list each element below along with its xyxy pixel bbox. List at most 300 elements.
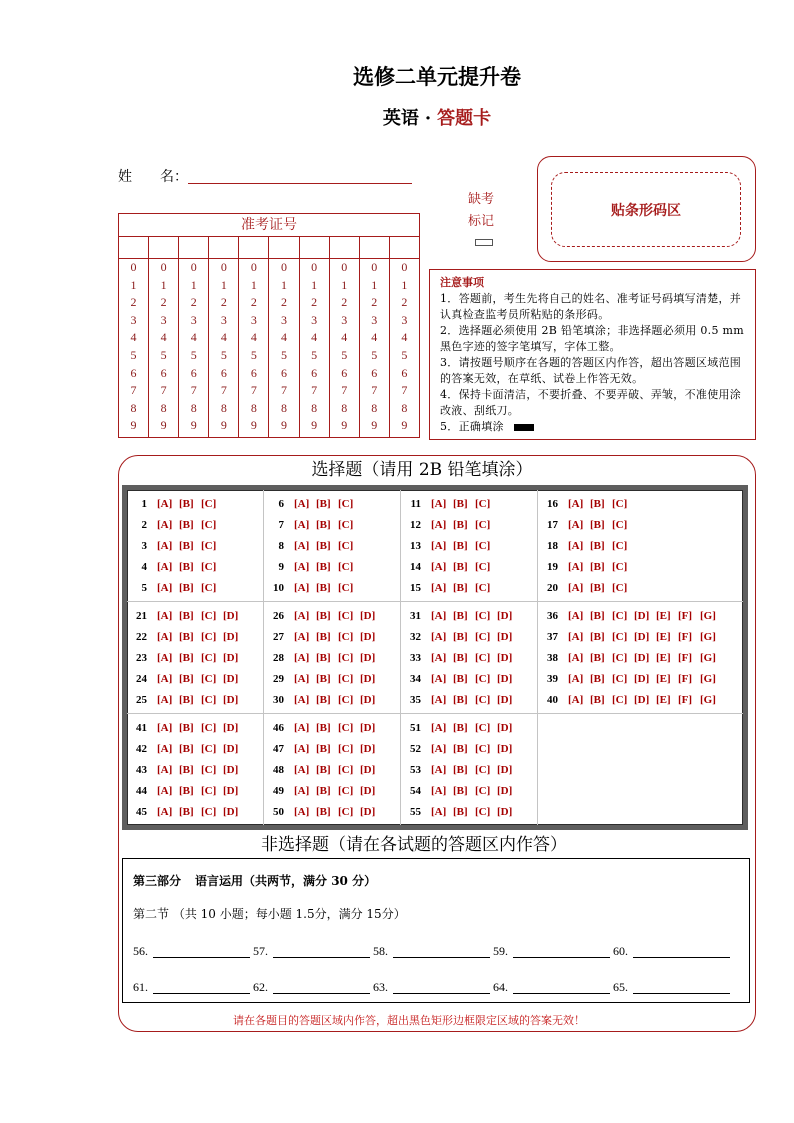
option-bubble[interactable]: [B] xyxy=(590,694,605,706)
option-bubble[interactable]: [E] xyxy=(656,694,671,706)
option-bubble[interactable]: [B] xyxy=(453,610,468,622)
option-bubble[interactable]: [C] xyxy=(612,610,628,622)
exam-id-digit-bubble[interactable]: 4 xyxy=(371,330,378,345)
option-bubble[interactable]: [D] xyxy=(223,722,239,734)
option-bubble[interactable]: [A] xyxy=(431,722,447,734)
option-bubble[interactable]: [C] xyxy=(201,743,217,755)
option-bubble[interactable]: [B] xyxy=(179,561,194,573)
exam-id-digit-bubble[interactable]: 9 xyxy=(371,418,378,433)
exam-id-digit-bubble[interactable]: 1 xyxy=(220,277,227,292)
answer-blank-input[interactable] xyxy=(153,943,250,958)
option-bubble[interactable]: [D] xyxy=(360,722,376,734)
exam-id-digit-bubble[interactable]: 0 xyxy=(220,260,227,274)
answer-blank-input[interactable] xyxy=(633,943,730,958)
option-bubble[interactable]: [B] xyxy=(590,582,605,594)
exam-id-digit-bubble[interactable]: 3 xyxy=(130,312,137,327)
option-bubble[interactable]: [B] xyxy=(179,694,194,706)
exam-id-entry-cell[interactable] xyxy=(209,237,239,258)
option-bubble[interactable]: [A] xyxy=(568,652,584,664)
exam-id-digit-bubble[interactable]: 1 xyxy=(311,277,318,292)
answer-blank-input[interactable] xyxy=(393,979,490,994)
option-bubble[interactable]: [B] xyxy=(179,785,194,797)
option-bubble[interactable]: [A] xyxy=(157,610,173,622)
option-bubble[interactable]: [D] xyxy=(497,694,513,706)
absent-mark-box[interactable] xyxy=(475,239,493,246)
option-bubble[interactable]: [A] xyxy=(568,694,584,706)
exam-id-digit-bubble[interactable]: 9 xyxy=(401,418,408,433)
exam-id-digit-bubble[interactable]: 1 xyxy=(341,277,348,292)
exam-id-entry-cell[interactable] xyxy=(149,237,179,258)
option-bubble[interactable]: [B] xyxy=(453,722,468,734)
exam-id-digit-bubble[interactable]: 0 xyxy=(311,260,318,274)
exam-id-entry-cell[interactable] xyxy=(119,237,149,258)
option-bubble[interactable]: [D] xyxy=(360,694,376,706)
option-bubble[interactable]: [C] xyxy=(475,519,491,531)
option-bubble[interactable]: [A] xyxy=(294,540,310,552)
option-bubble[interactable]: [B] xyxy=(453,806,468,818)
exam-id-digit-bubble[interactable]: 2 xyxy=(220,295,227,310)
exam-id-digit-bubble[interactable]: 8 xyxy=(160,400,167,415)
option-bubble[interactable]: [B] xyxy=(316,631,331,643)
option-bubble[interactable]: [A] xyxy=(157,743,173,755)
option-bubble[interactable]: [C] xyxy=(338,694,354,706)
exam-id-digit-bubble[interactable]: 5 xyxy=(160,347,167,362)
option-bubble[interactable]: [C] xyxy=(475,582,491,594)
option-bubble[interactable]: [D] xyxy=(634,673,650,685)
option-bubble[interactable]: [C] xyxy=(201,561,217,573)
option-bubble[interactable]: [D] xyxy=(497,673,513,685)
exam-id-digit-bubble[interactable]: 0 xyxy=(250,260,257,274)
exam-id-digit-bubble[interactable]: 7 xyxy=(371,383,378,398)
exam-id-digit-bubble[interactable]: 6 xyxy=(281,365,288,380)
option-bubble[interactable]: [B] xyxy=(316,694,331,706)
answer-blank-input[interactable] xyxy=(393,943,490,958)
exam-id-digit-bubble[interactable]: 3 xyxy=(401,312,408,327)
exam-id-digit-bubble[interactable]: 7 xyxy=(160,383,167,398)
answer-blank-input[interactable] xyxy=(153,979,250,994)
exam-id-digit-bubble[interactable]: 2 xyxy=(341,295,348,310)
exam-id-entry-cell[interactable] xyxy=(269,237,299,258)
exam-id-digit-bubble[interactable]: 8 xyxy=(130,400,137,415)
exam-id-digit-bubble[interactable]: 3 xyxy=(341,312,348,327)
option-bubble[interactable]: [C] xyxy=(475,652,491,664)
option-bubble[interactable]: [A] xyxy=(157,764,173,776)
option-bubble[interactable]: [D] xyxy=(223,631,239,643)
exam-id-digit-bubble[interactable]: 8 xyxy=(250,400,257,415)
option-bubble[interactable]: [A] xyxy=(568,582,584,594)
option-bubble[interactable]: [G] xyxy=(700,610,716,622)
exam-id-digit-bubble[interactable]: 7 xyxy=(401,383,408,398)
exam-id-digit-bubble[interactable]: 8 xyxy=(190,400,197,415)
option-bubble[interactable]: [B] xyxy=(316,785,331,797)
option-bubble[interactable]: [C] xyxy=(475,743,491,755)
option-bubble[interactable]: [A] xyxy=(157,631,173,643)
exam-id-digit-bubble[interactable]: 3 xyxy=(371,312,378,327)
option-bubble[interactable]: [A] xyxy=(294,673,310,685)
option-bubble[interactable]: [A] xyxy=(568,540,584,552)
exam-id-entry-cell[interactable] xyxy=(239,237,269,258)
exam-id-digit-bubble[interactable]: 9 xyxy=(341,418,348,433)
option-bubble[interactable]: [D] xyxy=(360,673,376,685)
answer-blank-input[interactable] xyxy=(273,979,370,994)
option-bubble[interactable]: [A] xyxy=(568,561,584,573)
option-bubble[interactable]: [B] xyxy=(590,673,605,685)
option-bubble[interactable]: [B] xyxy=(316,673,331,685)
option-bubble[interactable]: [A] xyxy=(157,722,173,734)
exam-id-digit-bubble[interactable]: 2 xyxy=(130,295,137,310)
option-bubble[interactable]: [B] xyxy=(179,582,194,594)
exam-id-entry-cell[interactable] xyxy=(330,237,360,258)
option-bubble[interactable]: [B] xyxy=(590,652,605,664)
option-bubble[interactable]: [C] xyxy=(475,764,491,776)
exam-id-entry-cell[interactable] xyxy=(179,237,209,258)
option-bubble[interactable]: [A] xyxy=(294,519,310,531)
option-bubble[interactable]: [B] xyxy=(453,673,468,685)
option-bubble[interactable]: [C] xyxy=(201,519,217,531)
option-bubble[interactable]: [D] xyxy=(634,631,650,643)
option-bubble[interactable]: [D] xyxy=(360,743,376,755)
exam-id-digit-bubble[interactable]: 9 xyxy=(190,418,197,433)
option-bubble[interactable]: [C] xyxy=(338,582,354,594)
exam-id-digit-bubble[interactable]: 8 xyxy=(281,400,288,415)
option-bubble[interactable]: [C] xyxy=(475,498,491,510)
option-bubble[interactable]: [C] xyxy=(338,722,354,734)
option-bubble[interactable]: [C] xyxy=(201,806,217,818)
option-bubble[interactable]: [D] xyxy=(223,610,239,622)
exam-id-digit-bubble[interactable]: 8 xyxy=(311,400,318,415)
exam-id-digit-bubble[interactable]: 5 xyxy=(341,347,348,362)
option-bubble[interactable]: [G] xyxy=(700,652,716,664)
option-bubble[interactable]: [C] xyxy=(475,806,491,818)
option-bubble[interactable]: [C] xyxy=(612,561,628,573)
option-bubble[interactable]: [C] xyxy=(201,694,217,706)
option-bubble[interactable]: [C] xyxy=(201,498,217,510)
option-bubble[interactable]: [G] xyxy=(700,694,716,706)
option-bubble[interactable]: [E] xyxy=(656,673,671,685)
option-bubble[interactable]: [D] xyxy=(223,806,239,818)
option-bubble[interactable]: [A] xyxy=(431,764,447,776)
exam-id-digit-bubble[interactable]: 5 xyxy=(281,347,288,362)
exam-id-digit-bubble[interactable]: 7 xyxy=(190,383,197,398)
option-bubble[interactable]: [D] xyxy=(223,785,239,797)
option-bubble[interactable]: [A] xyxy=(157,694,173,706)
option-bubble[interactable]: [D] xyxy=(223,673,239,685)
option-bubble[interactable]: [B] xyxy=(590,519,605,531)
exam-id-digit-bubble[interactable]: 5 xyxy=(220,347,227,362)
option-bubble[interactable]: [A] xyxy=(431,694,447,706)
option-bubble[interactable]: [B] xyxy=(316,722,331,734)
exam-id-digit-bubble[interactable]: 9 xyxy=(250,418,257,433)
option-bubble[interactable]: [C] xyxy=(201,582,217,594)
option-bubble[interactable]: [F] xyxy=(678,610,693,622)
option-bubble[interactable]: [D] xyxy=(634,694,650,706)
exam-id-digit-bubble[interactable]: 6 xyxy=(401,365,408,380)
option-bubble[interactable]: [B] xyxy=(316,806,331,818)
option-bubble[interactable]: [B] xyxy=(590,498,605,510)
option-bubble[interactable]: [C] xyxy=(201,540,217,552)
answer-blank-input[interactable] xyxy=(513,943,610,958)
option-bubble[interactable]: [C] xyxy=(612,652,628,664)
exam-id-digit-bubble[interactable]: 2 xyxy=(401,295,408,310)
option-bubble[interactable]: [D] xyxy=(223,743,239,755)
option-bubble[interactable]: [A] xyxy=(157,673,173,685)
option-bubble[interactable]: [A] xyxy=(431,743,447,755)
option-bubble[interactable]: [B] xyxy=(453,540,468,552)
option-bubble[interactable]: [A] xyxy=(294,743,310,755)
option-bubble[interactable]: [C] xyxy=(338,806,354,818)
option-bubble[interactable]: [B] xyxy=(179,652,194,664)
option-bubble[interactable]: [A] xyxy=(294,561,310,573)
exam-id-digit-bubble[interactable]: 5 xyxy=(371,347,378,362)
option-bubble[interactable]: [B] xyxy=(316,652,331,664)
option-bubble[interactable]: [C] xyxy=(338,540,354,552)
option-bubble[interactable]: [C] xyxy=(201,631,217,643)
option-bubble[interactable]: [D] xyxy=(497,722,513,734)
option-bubble[interactable]: [C] xyxy=(612,582,628,594)
option-bubble[interactable]: [D] xyxy=(497,785,513,797)
option-bubble[interactable]: [F] xyxy=(678,694,693,706)
exam-id-digit-bubble[interactable]: 6 xyxy=(371,365,378,380)
option-bubble[interactable]: [D] xyxy=(497,743,513,755)
exam-id-digit-bubble[interactable]: 6 xyxy=(341,365,348,380)
option-bubble[interactable]: [A] xyxy=(431,673,447,685)
exam-id-digit-bubble[interactable]: 9 xyxy=(160,418,167,433)
option-bubble[interactable]: [D] xyxy=(360,785,376,797)
option-bubble[interactable]: [D] xyxy=(497,652,513,664)
option-bubble[interactable]: [C] xyxy=(338,652,354,664)
exam-id-entry-cell[interactable] xyxy=(360,237,390,258)
exam-id-digit-bubble[interactable]: 7 xyxy=(130,383,137,398)
option-bubble[interactable]: [A] xyxy=(431,561,447,573)
exam-id-digit-bubble[interactable]: 7 xyxy=(281,383,288,398)
answer-blank-input[interactable] xyxy=(513,979,610,994)
exam-id-digit-bubble[interactable]: 6 xyxy=(160,365,167,380)
option-bubble[interactable]: [C] xyxy=(338,561,354,573)
exam-id-digit-bubble[interactable]: 0 xyxy=(371,260,378,274)
option-bubble[interactable]: [B] xyxy=(316,498,331,510)
option-bubble[interactable]: [A] xyxy=(431,785,447,797)
option-bubble[interactable]: [B] xyxy=(179,631,194,643)
exam-id-digit-bubble[interactable]: 4 xyxy=(281,330,288,345)
option-bubble[interactable]: [D] xyxy=(497,610,513,622)
option-bubble[interactable]: [A] xyxy=(157,806,173,818)
option-bubble[interactable]: [C] xyxy=(338,519,354,531)
option-bubble[interactable]: [B] xyxy=(179,610,194,622)
exam-id-digit-bubble[interactable]: 4 xyxy=(190,330,197,345)
option-bubble[interactable]: [A] xyxy=(431,806,447,818)
option-bubble[interactable]: [A] xyxy=(157,652,173,664)
option-bubble[interactable]: [A] xyxy=(568,498,584,510)
option-bubble[interactable]: [A] xyxy=(431,631,447,643)
option-bubble[interactable]: [A] xyxy=(294,610,310,622)
exam-id-digit-bubble[interactable]: 5 xyxy=(250,347,257,362)
option-bubble[interactable]: [A] xyxy=(568,673,584,685)
exam-id-digit-bubble[interactable]: 4 xyxy=(341,330,348,345)
exam-id-digit-bubble[interactable]: 2 xyxy=(160,295,167,310)
exam-id-digit-bubble[interactable]: 5 xyxy=(311,347,318,362)
option-bubble[interactable]: [A] xyxy=(431,540,447,552)
option-bubble[interactable]: [A] xyxy=(157,582,173,594)
exam-id-digit-bubble[interactable]: 4 xyxy=(401,330,408,345)
option-bubble[interactable]: [G] xyxy=(700,673,716,685)
option-bubble[interactable]: [B] xyxy=(453,785,468,797)
option-bubble[interactable]: [B] xyxy=(453,582,468,594)
exam-id-digit-bubble[interactable]: 6 xyxy=(130,365,137,380)
option-bubble[interactable]: [C] xyxy=(338,610,354,622)
exam-id-digit-bubble[interactable]: 9 xyxy=(281,418,288,433)
option-bubble[interactable]: [C] xyxy=(612,673,628,685)
exam-id-digit-bubble[interactable]: 7 xyxy=(220,383,227,398)
option-bubble[interactable]: [D] xyxy=(360,806,376,818)
option-bubble[interactable]: [D] xyxy=(497,631,513,643)
option-bubble[interactable]: [D] xyxy=(223,652,239,664)
exam-id-digit-bubble[interactable]: 7 xyxy=(341,383,348,398)
option-bubble[interactable]: [A] xyxy=(431,519,447,531)
option-bubble[interactable]: [C] xyxy=(338,743,354,755)
option-bubble[interactable]: [D] xyxy=(360,610,376,622)
option-bubble[interactable]: [C] xyxy=(201,610,217,622)
exam-id-digit-bubble[interactable]: 7 xyxy=(311,383,318,398)
option-bubble[interactable]: [B] xyxy=(590,610,605,622)
option-bubble[interactable]: [C] xyxy=(612,519,628,531)
exam-id-digit-bubble[interactable]: 1 xyxy=(281,277,288,292)
exam-id-digit-bubble[interactable]: 4 xyxy=(311,330,318,345)
option-bubble[interactable]: [C] xyxy=(338,764,354,776)
option-bubble[interactable]: [B] xyxy=(179,673,194,685)
exam-id-digit-bubble[interactable]: 2 xyxy=(311,295,318,310)
option-bubble[interactable]: [B] xyxy=(179,806,194,818)
option-bubble[interactable]: [A] xyxy=(294,582,310,594)
exam-id-digit-bubble[interactable]: 3 xyxy=(281,312,288,327)
exam-id-digit-bubble[interactable]: 1 xyxy=(401,277,408,292)
exam-id-entry-cell[interactable] xyxy=(390,237,419,258)
option-bubble[interactable]: [B] xyxy=(453,498,468,510)
option-bubble[interactable]: [D] xyxy=(360,764,376,776)
option-bubble[interactable]: [B] xyxy=(179,722,194,734)
option-bubble[interactable]: [A] xyxy=(568,610,584,622)
option-bubble[interactable]: [A] xyxy=(157,498,173,510)
exam-id-digit-bubble[interactable]: 8 xyxy=(220,400,227,415)
exam-id-digit-bubble[interactable]: 2 xyxy=(371,295,378,310)
option-bubble[interactable]: [B] xyxy=(590,561,605,573)
option-bubble[interactable]: [C] xyxy=(612,694,628,706)
option-bubble[interactable]: [C] xyxy=(475,722,491,734)
option-bubble[interactable]: [B] xyxy=(453,694,468,706)
option-bubble[interactable]: [A] xyxy=(294,498,310,510)
exam-id-digit-bubble[interactable]: 4 xyxy=(160,330,167,345)
option-bubble[interactable]: [B] xyxy=(453,652,468,664)
option-bubble[interactable]: [B] xyxy=(179,519,194,531)
option-bubble[interactable]: [B] xyxy=(179,764,194,776)
exam-id-digit-bubble[interactable]: 1 xyxy=(190,277,197,292)
option-bubble[interactable]: [D] xyxy=(223,694,239,706)
exam-id-digit-bubble[interactable]: 0 xyxy=(160,260,167,274)
option-bubble[interactable]: [C] xyxy=(475,540,491,552)
option-bubble[interactable]: [C] xyxy=(338,785,354,797)
option-bubble[interactable]: [C] xyxy=(612,540,628,552)
exam-id-digit-bubble[interactable]: 5 xyxy=(401,347,408,362)
option-bubble[interactable]: [C] xyxy=(612,631,628,643)
option-bubble[interactable]: [C] xyxy=(201,673,217,685)
exam-id-digit-bubble[interactable]: 9 xyxy=(220,418,227,433)
exam-id-digit-bubble[interactable]: 3 xyxy=(220,312,227,327)
answer-blank-input[interactable] xyxy=(273,943,370,958)
exam-id-digit-bubble[interactable]: 4 xyxy=(250,330,257,345)
option-bubble[interactable]: [D] xyxy=(360,652,376,664)
option-bubble[interactable]: [G] xyxy=(700,631,716,643)
exam-id-digit-bubble[interactable]: 0 xyxy=(401,260,408,274)
option-bubble[interactable]: [B] xyxy=(179,498,194,510)
option-bubble[interactable]: [B] xyxy=(316,561,331,573)
exam-id-digit-bubble[interactable]: 7 xyxy=(250,383,257,398)
option-bubble[interactable]: [D] xyxy=(634,610,650,622)
option-bubble[interactable]: [B] xyxy=(179,540,194,552)
option-bubble[interactable]: [B] xyxy=(316,582,331,594)
option-bubble[interactable]: [A] xyxy=(568,631,584,643)
option-bubble[interactable]: [A] xyxy=(294,806,310,818)
exam-id-digit-bubble[interactable]: 2 xyxy=(281,295,288,310)
option-bubble[interactable]: [D] xyxy=(634,652,650,664)
option-bubble[interactable]: [A] xyxy=(568,519,584,531)
option-bubble[interactable]: [A] xyxy=(294,785,310,797)
exam-id-digit-bubble[interactable]: 3 xyxy=(311,312,318,327)
option-bubble[interactable]: [A] xyxy=(157,519,173,531)
option-bubble[interactable]: [E] xyxy=(656,631,671,643)
exam-id-digit-bubble[interactable]: 3 xyxy=(160,312,167,327)
option-bubble[interactable]: [F] xyxy=(678,673,693,685)
option-bubble[interactable]: [A] xyxy=(431,610,447,622)
option-bubble[interactable]: [C] xyxy=(475,694,491,706)
option-bubble[interactable]: [B] xyxy=(453,764,468,776)
option-bubble[interactable]: [C] xyxy=(475,610,491,622)
exam-id-entry-cell[interactable] xyxy=(300,237,330,258)
option-bubble[interactable]: [B] xyxy=(316,764,331,776)
exam-id-digit-bubble[interactable]: 1 xyxy=(160,277,167,292)
option-bubble[interactable]: [B] xyxy=(179,743,194,755)
exam-id-digit-bubble[interactable]: 1 xyxy=(371,277,378,292)
exam-id-digit-bubble[interactable]: 5 xyxy=(190,347,197,362)
exam-id-digit-bubble[interactable]: 3 xyxy=(250,312,257,327)
option-bubble[interactable]: [B] xyxy=(316,610,331,622)
option-bubble[interactable]: [E] xyxy=(656,610,671,622)
option-bubble[interactable]: [D] xyxy=(497,806,513,818)
option-bubble[interactable]: [A] xyxy=(294,631,310,643)
option-bubble[interactable]: [B] xyxy=(316,743,331,755)
exam-id-digit-bubble[interactable]: 9 xyxy=(311,418,318,433)
exam-id-digit-bubble[interactable]: 4 xyxy=(130,330,137,345)
option-bubble[interactable]: [B] xyxy=(453,743,468,755)
option-bubble[interactable]: [A] xyxy=(294,722,310,734)
exam-id-digit-bubble[interactable]: 1 xyxy=(250,277,257,292)
option-bubble[interactable]: [C] xyxy=(201,652,217,664)
name-input[interactable] xyxy=(188,183,412,184)
option-bubble[interactable]: [B] xyxy=(453,561,468,573)
option-bubble[interactable]: [A] xyxy=(431,652,447,664)
option-bubble[interactable]: [B] xyxy=(316,540,331,552)
exam-id-digit-bubble[interactable]: 5 xyxy=(130,347,137,362)
exam-id-digit-bubble[interactable]: 6 xyxy=(311,365,318,380)
exam-id-digit-bubble[interactable]: 2 xyxy=(190,295,197,310)
exam-id-digit-bubble[interactable]: 9 xyxy=(130,418,137,433)
exam-id-digit-bubble[interactable]: 0 xyxy=(190,260,197,274)
option-bubble[interactable]: [C] xyxy=(201,785,217,797)
option-bubble[interactable]: [C] xyxy=(475,673,491,685)
exam-id-digit-bubble[interactable]: 6 xyxy=(220,365,227,380)
answer-blank-input[interactable] xyxy=(633,979,730,994)
exam-id-digit-bubble[interactable]: 1 xyxy=(130,277,137,292)
option-bubble[interactable]: [A] xyxy=(431,498,447,510)
exam-id-digit-bubble[interactable]: 6 xyxy=(190,365,197,380)
